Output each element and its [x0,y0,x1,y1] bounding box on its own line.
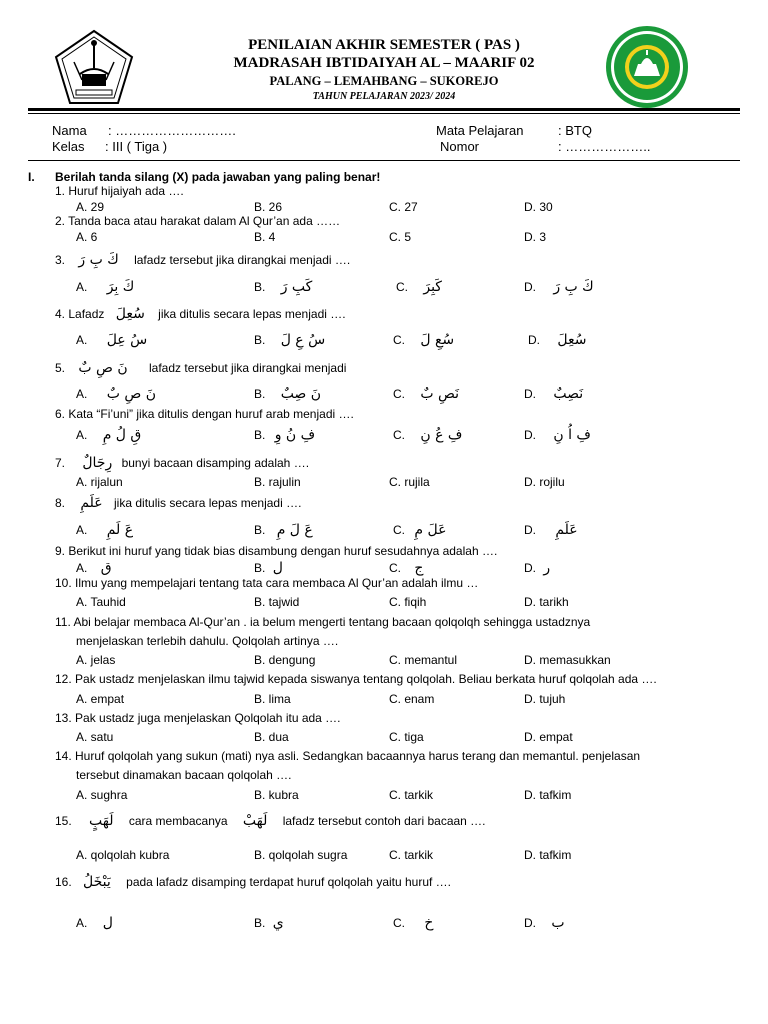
question-10: 10. Ilmu yang mempelajari tentang tata cara membaca Al Qur’an adalah ilmu … [55,576,479,590]
q6-option-a[interactable]: A. قِ لُ مِ [76,427,142,443]
q5-arabic: نَ صِ بٌ [78,360,128,376]
q10-option-c[interactable]: C. fiqih [389,595,427,609]
q11-option-c[interactable]: C. memantul [389,653,458,667]
q1-option-b[interactable]: B. 26 [254,200,283,214]
q16-arabic: يَبْخَلُ [83,874,111,890]
q5-text: lafadz tersebut jika dirangkai menjadi [149,361,347,375]
q2-option-c[interactable]: C. 5 [389,230,412,244]
q8-option-b[interactable]: B. عَ لَ مِ [254,522,313,538]
q6-option-d[interactable]: D. فِ اُ نِ [524,427,591,443]
question-5 [55,360,346,376]
question-16 [55,874,451,890]
q3-number: 3. [55,253,66,267]
question-14: 14. Huruf qolqolah yang sukun (mati) nya asli. Sedangkan bacaannya harus terang dan memantul. penjelasan [55,749,641,763]
q15-arabic: لَهَبٍ [89,813,114,829]
q4-option-a[interactable]: A. سُ عِلَ [76,332,148,348]
q7-option-c[interactable]: C. rujila [389,475,430,489]
q4-arabic: سُعِلَ [115,306,145,322]
q4-prefix: 4. Lafadz [55,307,105,321]
q6-option-c[interactable]: C. فِ عُ نِ [393,427,463,443]
q8-option-d[interactable]: D. عَلَمِ [524,522,578,538]
q3-option-d[interactable]: D. كَ بِ رَ [524,279,594,295]
q15-option-c[interactable]: C. tarkik [389,848,434,862]
header-address: PALANG – LEMAHBANG – SUKOREJO [269,74,499,88]
question-15 [55,813,486,829]
q2-option-d[interactable]: D. 3 [524,230,547,244]
q5-option-c[interactable]: C. نَصِ بٌ [393,386,460,402]
q7-number: 7. [55,456,66,470]
q8-option-c[interactable]: C. عَلَ مِ [393,522,447,538]
question-7 [55,455,309,471]
q5-option-a[interactable]: A. نَ صِ بٌ [76,386,156,402]
q13-option-b[interactable]: B. dua [254,730,289,744]
header-year: TAHUN PELAJARAN 2023/ 2024 [312,91,456,102]
q7-option-d[interactable]: D. rojilu [524,475,565,489]
q10-option-a[interactable]: A. Tauhid [76,595,126,609]
question-13: 13. Pak ustadz juga menjelaskan Qolqolah itu ada …. [55,711,341,725]
question-4 [55,306,346,322]
q9-option-b[interactable]: B. ل [254,560,283,576]
q8-arabic: عَلَمِ [80,495,103,511]
mapel-value: : BTQ [558,123,592,138]
q7-arabic: رِجَالٌ [82,455,113,471]
q7-text: bunyi bacaan disamping adalah …. [121,456,310,470]
q2-option-b[interactable]: B. 4 [254,230,276,244]
question-11: 11. Abi belajar membaca Al-Qur’an . ia belum mengerti tentang bacaan qolqolqh sehingga ustadznya [55,615,591,629]
q3-option-b[interactable]: B. كَبِ رَ [254,279,313,295]
nama-field[interactable]: : ………………………. [108,123,236,138]
q13-option-a[interactable]: A. satu [76,730,114,744]
q16-option-d[interactable]: D. ب [524,915,565,931]
question-6: 6. Kata “Fi’uni” jika ditulis dengan huruf arab menjadi …. [55,407,354,421]
q3-option-a[interactable]: A. كَ بِرَ [76,279,135,295]
q10-option-d[interactable]: D. tarikh [524,595,569,609]
q11-option-d[interactable]: D. memasukkan [524,653,611,667]
q4-option-b[interactable]: B. سُ عِ لَ [254,332,326,348]
nomor-label: Nomor [440,139,480,154]
q8-option-a[interactable]: A. عَ لَمِ [76,522,134,538]
q15-arabic-2: لَهَبْ [242,813,268,829]
header-school: MADRASAH IBTIDAIYAH AL – MAARIF 02 [233,55,535,71]
q14-option-b[interactable]: B. kubra [254,788,299,802]
q16-option-b[interactable]: B. ي [254,915,284,931]
question-14-cont: tersebut dinamakan bacaan qolqolah …. [76,768,292,782]
kelas-label: Kelas [52,139,85,154]
q5-number: 5. [55,361,66,375]
q8-number: 8. [55,496,66,510]
question-2: 2. Tanda baca atau harakat dalam Al Qur’an ada …… [55,214,341,228]
question-9: 9. Berikut ini huruf yang tidak bias disambung dengan huruf sesudahnya adalah …. [55,544,498,558]
q13-option-c[interactable]: C. tiga [389,730,424,744]
q12-option-c[interactable]: C. enam [389,692,435,706]
q12-option-b[interactable]: B. lima [254,692,291,706]
q15-text-2: lafadz tersebut contoh dari bacaan …. [282,814,486,828]
q16-text: pada lafadz disamping terdapat huruf qolqolah yaitu huruf …. [126,875,452,889]
q10-option-b[interactable]: B. tajwid [254,595,300,609]
q5-option-b[interactable]: B. نَ صِبٌ [254,386,322,402]
q1-option-c[interactable]: C. 27 [389,200,418,214]
question-12: 12. Pak ustadz menjelaskan ilmu tajwid kepada siswanya tentang qolqolah. Beliau berkata huruf qolqolah ada …. [55,672,657,686]
q3-arabic: كَ بِ رَ [78,252,119,268]
header-title: PENILAIAN AKHIR SEMESTER ( PAS ) [248,37,520,53]
q16-number: 16. [55,875,72,889]
q9-option-a[interactable]: A. ق [76,560,112,576]
q12-option-d[interactable]: D. tujuh [524,692,566,706]
q15-text: cara membacanya [128,814,228,828]
q1-option-a[interactable]: A. 29 [76,200,105,214]
q4-option-c[interactable]: C. سُعِ لَ [393,332,455,348]
nama-label: Nama [52,123,87,138]
section-number: I. [28,170,35,184]
q3-option-c[interactable]: C. كَبِرَ [396,279,442,295]
q4-text: jika ditulis secara lepas menjadi …. [158,307,346,321]
q9-option-d[interactable]: D. ر [524,560,551,576]
q15-option-b[interactable]: B. qolqolah sugra [254,848,348,862]
header-rule-thick [28,108,740,111]
info-rule [28,160,740,161]
q11-option-b[interactable]: B. dengung [254,653,316,667]
q7-option-a[interactable]: A. rijalun [76,475,123,489]
q3-text: lafadz tersebut jika dirangkai menjadi …. [134,253,351,267]
instruction: Berilah tanda silang (X) pada jawaban yang paling benar! [55,170,381,184]
q11-option-a[interactable]: A. jelas [76,653,116,667]
q8-text: jika ditulis secara lepas menjadi …. [114,496,302,510]
question-3 [55,252,350,268]
question-11-cont: menjelaskan terlebih dahulu. Qolqolah artinya …. [76,634,339,648]
nomor-field[interactable]: : ……………….. [558,139,651,154]
q14-option-d[interactable]: D. tafkim [524,788,572,802]
q15-option-d[interactable]: D. tafkim [524,848,572,862]
q15-number: 15. [55,814,72,828]
q2-option-a[interactable]: A. 6 [76,230,98,244]
q5-option-d[interactable]: D. نَصِبٌ [524,386,584,402]
q9-option-c[interactable]: C. ج [389,560,424,576]
q16-option-c[interactable]: C. خ [393,915,434,931]
q13-option-d[interactable]: D. empat [524,730,573,744]
q12-option-a[interactable]: A. empat [76,692,125,706]
q6-option-b[interactable]: B. فِ نُ وِ [254,427,316,443]
header-rule-thin [28,113,740,114]
kelas-value: : III ( Tiga ) [105,139,168,154]
question-8 [55,495,301,511]
mapel-label: Mata Pelajaran [436,123,524,138]
q1-option-d[interactable]: D. 30 [524,200,553,214]
q14-option-c[interactable]: C. tarkik [389,788,434,802]
q16-option-a[interactable]: A. ل [76,915,113,931]
q15-option-a[interactable]: A. qolqolah kubra [76,848,170,862]
q4-option-d[interactable]: D. سُعِلَ [528,332,587,348]
q14-option-a[interactable]: A. sughra [76,788,128,802]
question-1: 1. Huruf hijaiyah ada …. [55,184,184,198]
q7-option-b[interactable]: B. rajulin [254,475,301,489]
